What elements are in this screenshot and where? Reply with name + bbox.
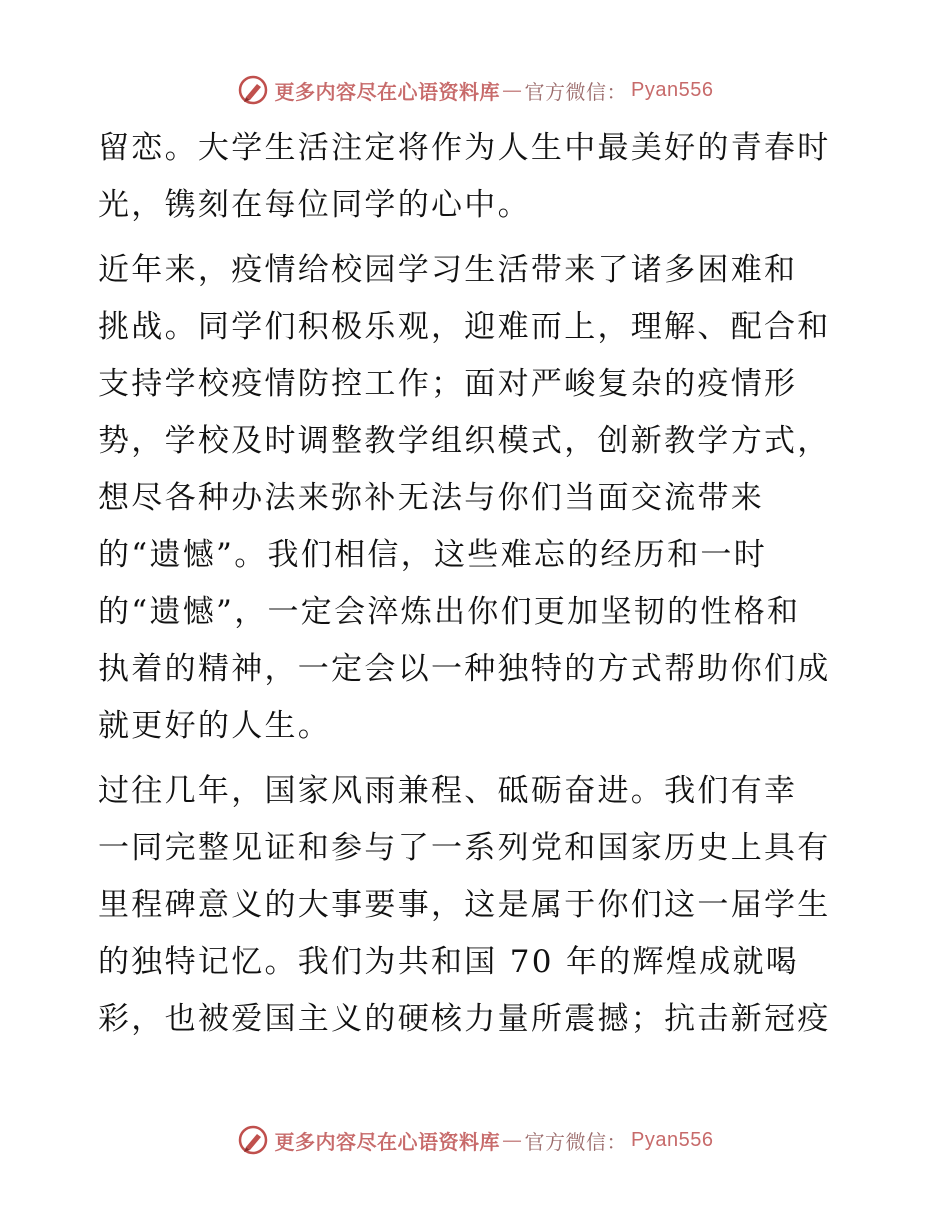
text-line: 的“遗憾”，一定会淬炼出你们更加坚韧的性格和 bbox=[98, 594, 801, 630]
document-body bbox=[98, 120, 858, 1048]
watermark-official-label: 官方微信： bbox=[524, 1129, 628, 1154]
text-line: 过往几年，国家风雨兼程、砥砺奋进。我们有幸 bbox=[98, 773, 798, 809]
header-watermark bbox=[0, 70, 950, 110]
text-line: 挑战。同学们积极乐观，迎难而上，理解、配合和 bbox=[98, 309, 831, 345]
text-line: 一同完整见证和参与了一系列党和国家历史上具有 bbox=[98, 830, 831, 866]
text-line: 支持学校疫情防控工作；面对严峻复杂的疫情形 bbox=[98, 366, 798, 402]
watermark-separator: — bbox=[502, 78, 523, 102]
text-line: 里程碑意义的大事要事，这是属于你们这一届学生 bbox=[98, 887, 831, 923]
text-line: 就更好的人生。 bbox=[98, 708, 332, 744]
text-line: 想尽各种办法来弥补无法与你们当面交流带来 bbox=[98, 480, 764, 516]
watermark-wechat-id: Pyan556 bbox=[631, 1128, 714, 1151]
watermark-official-label: 官方微信： bbox=[524, 79, 628, 104]
pen-logo-icon bbox=[237, 74, 269, 106]
paragraph-1 bbox=[98, 120, 858, 234]
text-line: 势，学校及时调整教学组织模式，创新教学方式， bbox=[98, 423, 831, 459]
text-line: 光，镌刻在每位同学的心中。 bbox=[98, 187, 531, 223]
footer-watermark bbox=[0, 1120, 950, 1160]
pen-logo-icon bbox=[237, 1124, 269, 1156]
paragraph-3 bbox=[98, 763, 858, 1048]
text-line: 执着的精神，一定会以一种独特的方式帮助你们成 bbox=[98, 651, 831, 687]
watermark-brand: 更多内容尽在心语资料库 bbox=[274, 1129, 501, 1154]
text-line: 的独特记忆。我们为共和国 70 年的辉煌成就喝 bbox=[98, 944, 800, 980]
watermark-brand: 更多内容尽在心语资料库 bbox=[274, 79, 501, 104]
text-line: 留恋。大学生活注定将作为人生中最美好的青春时 bbox=[98, 130, 831, 166]
watermark-separator: — bbox=[502, 1128, 523, 1152]
paragraph-2 bbox=[98, 242, 858, 755]
watermark-wechat-id: Pyan556 bbox=[631, 78, 714, 101]
text-line: 近年来，疫情给校园学习生活带来了诸多困难和 bbox=[98, 252, 798, 288]
text-line: 的“遗憾”。我们相信，这些难忘的经历和一时 bbox=[98, 537, 767, 573]
text-line: 彩，也被爱国主义的硬核力量所震撼；抗击新冠疫 bbox=[98, 1001, 831, 1037]
